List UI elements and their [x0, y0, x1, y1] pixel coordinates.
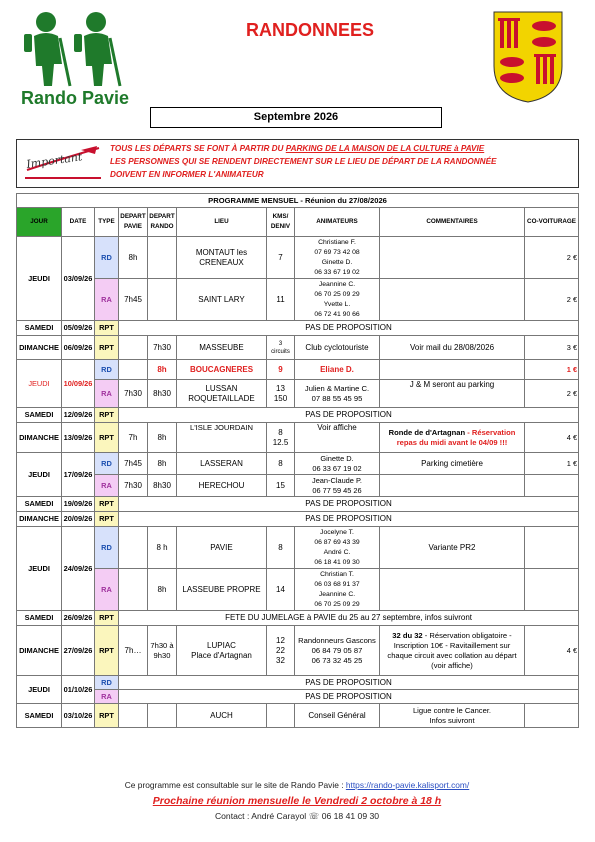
- program-title: PROGRAMME MENSUEL - Réunion du 27/08/2026: [17, 194, 579, 208]
- row-type: RPT: [95, 497, 119, 512]
- row-kms: 7: [267, 237, 295, 279]
- row-date: 13/09/26: [62, 423, 95, 453]
- row-type: RPT: [95, 336, 119, 360]
- row-depart-pavie: 7h: [119, 423, 148, 453]
- row-animateurs: Christiane F. 07 69 73 42 08 Ginette D. 06 33 67 19 02: [295, 237, 380, 279]
- row-text: PAS DE PROPOSITION: [119, 512, 579, 527]
- row-lieu: LUPIAC Place d'Artagnan: [177, 626, 267, 676]
- contact-line: [16, 811, 578, 822]
- footer-site-text: Ce programme est consultable sur le site de Rando Pavie :: [124, 780, 346, 790]
- row-depart-pavie: 7h30: [119, 475, 148, 497]
- row-lieu: PAVIE: [177, 527, 267, 569]
- row-type: RD: [95, 360, 119, 380]
- row-animateurs: Christian T. 06 03 68 91 37 Jeannine C. 06 70 25 09 29: [295, 569, 380, 611]
- row-animateurs: Club cyclotouriste: [295, 336, 380, 360]
- row-day: JEUDI: [17, 237, 62, 321]
- contact-name: Contact : André Carayol: [214, 811, 309, 821]
- row-day: SAMEDI: [17, 321, 62, 336]
- table-row: [17, 336, 579, 360]
- row-type: RPT: [95, 626, 119, 676]
- phone-icon: ☏: [308, 811, 320, 821]
- row-comment: [380, 360, 525, 380]
- row-lieu: MASSEUBE: [177, 336, 267, 360]
- table-row: [17, 704, 579, 728]
- row-comment: [380, 237, 525, 279]
- row-covoit: [525, 704, 579, 728]
- row-animateurs: Jeannine C. 06 70 25 09 29 Yvette L. 06 72 41 90 66: [295, 279, 380, 321]
- table-row: [17, 497, 579, 512]
- col-animateurs: ANIMATEURS: [295, 208, 380, 237]
- table-row: [17, 408, 579, 423]
- row-type: RPT: [95, 512, 119, 527]
- row-lieu: LASSEUBE PROPRE: [177, 569, 267, 611]
- row-animateurs: Conseil Général: [295, 704, 380, 728]
- row-comment: J & M seront au parking: [380, 380, 525, 408]
- row-animateurs: Eliane D.: [295, 360, 380, 380]
- row-comment: [380, 475, 525, 497]
- row-kms: 3 circuits: [267, 336, 295, 360]
- table-row: [17, 279, 579, 321]
- row-comment: Voir mail du 28/08/2026: [380, 336, 525, 360]
- row-type: RPT: [95, 321, 119, 336]
- comment-event: Ronde de d'Artagnan: [388, 427, 466, 437]
- col-type: TYPE: [95, 208, 119, 237]
- row-type: RA: [95, 690, 119, 704]
- row-kms: 15: [267, 475, 295, 497]
- departure-notice: [16, 139, 579, 188]
- row-date: 20/09/26: [62, 512, 95, 527]
- table-row: [17, 423, 579, 453]
- col-depart-pavie: DEPART PAVIE: [119, 208, 148, 237]
- table-row: [17, 475, 579, 497]
- row-day: DIMANCHE: [17, 336, 62, 360]
- row-day: JEUDI: [17, 527, 62, 611]
- table-row: [17, 611, 579, 626]
- col-commentaires: COMMENTAIRES: [380, 208, 525, 237]
- row-depart-rando: 8h30: [148, 475, 177, 497]
- site-link[interactable]: https://rando-pavie.kalisport.com/: [345, 780, 470, 790]
- important-stamp-icon: [21, 144, 105, 182]
- row-day: DIMANCHE: [17, 512, 62, 527]
- row-animateurs: Voir affiche: [295, 423, 380, 453]
- row-depart-pavie: 7h45: [119, 279, 148, 321]
- row-lieu: LASSERAN: [177, 453, 267, 475]
- row-depart-pavie: [119, 569, 148, 611]
- row-depart-pavie: [119, 360, 148, 380]
- row-type: RPT: [95, 408, 119, 423]
- row-date: 12/09/26: [62, 408, 95, 423]
- table-row: [17, 380, 579, 408]
- row-depart-rando: 8h: [148, 360, 177, 380]
- row-depart-rando: 8h: [148, 423, 177, 453]
- row-covoit: 2 €: [525, 380, 579, 408]
- row-depart-rando: 7h30: [148, 336, 177, 360]
- row-date: 24/09/26: [62, 527, 95, 611]
- comment-note: - Réservation repas du midi avant le 04/09 !!!: [396, 427, 516, 447]
- row-depart-pavie: [119, 336, 148, 360]
- row-depart-rando: 8 h: [148, 527, 177, 569]
- row-covoit: 2 €: [525, 279, 579, 321]
- row-depart-pavie: [119, 527, 148, 569]
- table-row: [17, 512, 579, 527]
- col-lieu: LIEU: [177, 208, 267, 237]
- row-depart-rando: [148, 237, 177, 279]
- row-date: 06/09/26: [62, 336, 95, 360]
- row-comment: Variante PR2: [380, 527, 525, 569]
- col-depart-rando: DEPART RANDO: [148, 208, 177, 237]
- row-kms: 8 12.5: [267, 423, 295, 453]
- row-text: PAS DE PROPOSITION: [119, 690, 579, 704]
- row-kms: 8: [267, 453, 295, 475]
- row-depart-rando: [148, 279, 177, 321]
- row-comment: Parking cimetière: [380, 453, 525, 475]
- row-depart-pavie: 7h…: [119, 626, 148, 676]
- row-type: RA: [95, 380, 119, 408]
- table-row: [17, 626, 579, 676]
- row-date: 19/09/26: [62, 497, 95, 512]
- notice-line-1: TOUS LES DÉPARTS SE FONT À PARTIR DU: [110, 144, 286, 153]
- row-day: SAMEDI: [17, 611, 62, 626]
- row-covoit: 1 €: [525, 360, 579, 380]
- row-lieu: L'ISLE JOURDAIN: [177, 423, 267, 453]
- row-comment: [380, 423, 525, 453]
- row-animateurs: Jean-Claude P. 06 77 59 45 26: [295, 475, 380, 497]
- col-date: DATE: [62, 208, 95, 237]
- row-depart-pavie: 7h45: [119, 453, 148, 475]
- row-type: RA: [95, 279, 119, 321]
- row-kms: 8: [267, 527, 295, 569]
- row-date: 03/09/26: [62, 237, 95, 321]
- row-type: RA: [95, 475, 119, 497]
- row-comment: [380, 626, 525, 676]
- row-comment: [380, 569, 525, 611]
- row-text: PAS DE PROPOSITION: [119, 408, 579, 423]
- row-day: JEUDI: [17, 676, 62, 704]
- row-depart-rando: 7h30 à 9h30: [148, 626, 177, 676]
- row-date: 26/09/26: [62, 611, 95, 626]
- table-row: [17, 360, 579, 380]
- row-covoit: 2 €: [525, 237, 579, 279]
- row-date: 27/09/26: [62, 626, 95, 676]
- row-type: RD: [95, 453, 119, 475]
- table-header: [17, 208, 579, 237]
- row-covoit: 1 €: [525, 453, 579, 475]
- row-lieu: BOUCAGNERES: [177, 360, 267, 380]
- row-day: SAMEDI: [17, 704, 62, 728]
- row-text: FETE DU JUMELAGE à PAVIE du 25 au 27 septembre, infos suivront: [119, 611, 579, 626]
- table-row: [17, 676, 579, 690]
- row-covoit: [525, 475, 579, 497]
- row-date: 05/09/26: [62, 321, 95, 336]
- row-type: RD: [95, 676, 119, 690]
- row-text: PAS DE PROPOSITION: [119, 321, 579, 336]
- row-covoit: [525, 527, 579, 569]
- row-depart-rando: 8h: [148, 569, 177, 611]
- table-row: [17, 690, 579, 704]
- row-type: RD: [95, 527, 119, 569]
- row-covoit: 4 €: [525, 626, 579, 676]
- row-kms: 13 150: [267, 380, 295, 408]
- month-label: Septembre 2026: [150, 107, 442, 128]
- row-date: 10/09/26: [62, 360, 95, 408]
- contact-phone: 06 18 41 09 30: [319, 811, 380, 821]
- row-animateurs: Julien & Martine C. 07 88 55 45 95: [295, 380, 380, 408]
- row-comment: [380, 279, 525, 321]
- table-row: [17, 527, 579, 569]
- row-lieu: SAINT LARY: [177, 279, 267, 321]
- row-type: RA: [95, 569, 119, 611]
- row-type: RD: [95, 237, 119, 279]
- row-lieu: MONTAUT les CRENEAUX: [177, 237, 267, 279]
- table-row: [17, 321, 579, 336]
- row-date: 03/10/26: [62, 704, 95, 728]
- table-row: [17, 453, 579, 475]
- row-day: JEUDI: [17, 360, 62, 408]
- row-depart-pavie: [119, 704, 148, 728]
- row-kms: 9: [267, 360, 295, 380]
- row-kms: 12 22 32: [267, 626, 295, 676]
- row-day: SAMEDI: [17, 408, 62, 423]
- row-date: 01/10/26: [62, 676, 95, 704]
- row-animateurs: Randonneurs Gascons 06 84 79 05 87 06 73 32 45 25: [295, 626, 380, 676]
- row-depart-pavie: 8h: [119, 237, 148, 279]
- row-date: 17/09/26: [62, 453, 95, 497]
- row-depart-pavie: 7h30: [119, 380, 148, 408]
- row-type: RPT: [95, 611, 119, 626]
- row-lieu: LUSSAN ROQUETAILLADE: [177, 380, 267, 408]
- row-day: JEUDI: [17, 453, 62, 497]
- program-table: [16, 193, 579, 728]
- notice-parking: PARKING DE LA MAISON DE LA CULTURE à PAVIE: [285, 144, 485, 153]
- row-day: SAMEDI: [17, 497, 62, 512]
- rando-pavie-logo: [16, 8, 134, 112]
- row-covoit: 4 €: [525, 423, 579, 453]
- row-depart-rando: 8h30: [148, 380, 177, 408]
- comment-event: 32 du 32: [392, 630, 423, 640]
- row-type: RPT: [95, 704, 119, 728]
- row-day: DIMANCHE: [17, 423, 62, 453]
- table-row: [17, 569, 579, 611]
- row-day: DIMANCHE: [17, 626, 62, 676]
- row-text: PAS DE PROPOSITION: [119, 676, 579, 690]
- row-type: RPT: [95, 423, 119, 453]
- row-comment: Ligue contre le Cancer. Infos suivront: [380, 704, 525, 728]
- coat-of-arms-icon: [492, 10, 564, 104]
- row-animateurs: Ginette D. 06 33 67 19 02: [295, 453, 380, 475]
- notice-line-2: LES PERSONNES QUI SE RENDENT DIRECTEMENT SUR LE LIEU DE DÉPART DE LA RANDONNÉE: [110, 157, 497, 166]
- svg-text:Important: Important: [25, 150, 84, 171]
- row-animateurs: Jocelyne T. 06 87 69 43 39 André C. 06 18 41 09 30: [295, 527, 380, 569]
- footer-site-line: [16, 780, 578, 790]
- row-lieu: HERECHOU: [177, 475, 267, 497]
- col-jour: JOUR: [17, 208, 62, 237]
- row-kms: 11: [267, 279, 295, 321]
- row-kms: [267, 704, 295, 728]
- table-row: [17, 237, 579, 279]
- row-covoit: 3 €: [525, 336, 579, 360]
- col-kms: KMS/ DENIV: [267, 208, 295, 237]
- row-depart-rando: [148, 704, 177, 728]
- page-title: RANDONNEES: [245, 20, 374, 40]
- notice-line-3: DOIVENT EN INFORMER L'ANIMATEUR: [110, 170, 264, 179]
- comment-note: - Réservation obligatoire - Inscription 10€ - Ravitaillement sur chaque circuit avec collation au départ (voir affiche): [387, 630, 517, 670]
- row-depart-rando: 8h: [148, 453, 177, 475]
- col-covoiturage: CO-VOITURAGE: [525, 208, 579, 237]
- row-covoit: [525, 569, 579, 611]
- logo-text: Rando Pavie: [20, 88, 130, 108]
- row-lieu: AUCH: [177, 704, 267, 728]
- row-kms: 14: [267, 569, 295, 611]
- next-meeting: Prochaine réunion mensuelle le Vendredi 2 octobre à 18 h: [152, 795, 442, 807]
- row-text: PAS DE PROPOSITION: [119, 497, 579, 512]
